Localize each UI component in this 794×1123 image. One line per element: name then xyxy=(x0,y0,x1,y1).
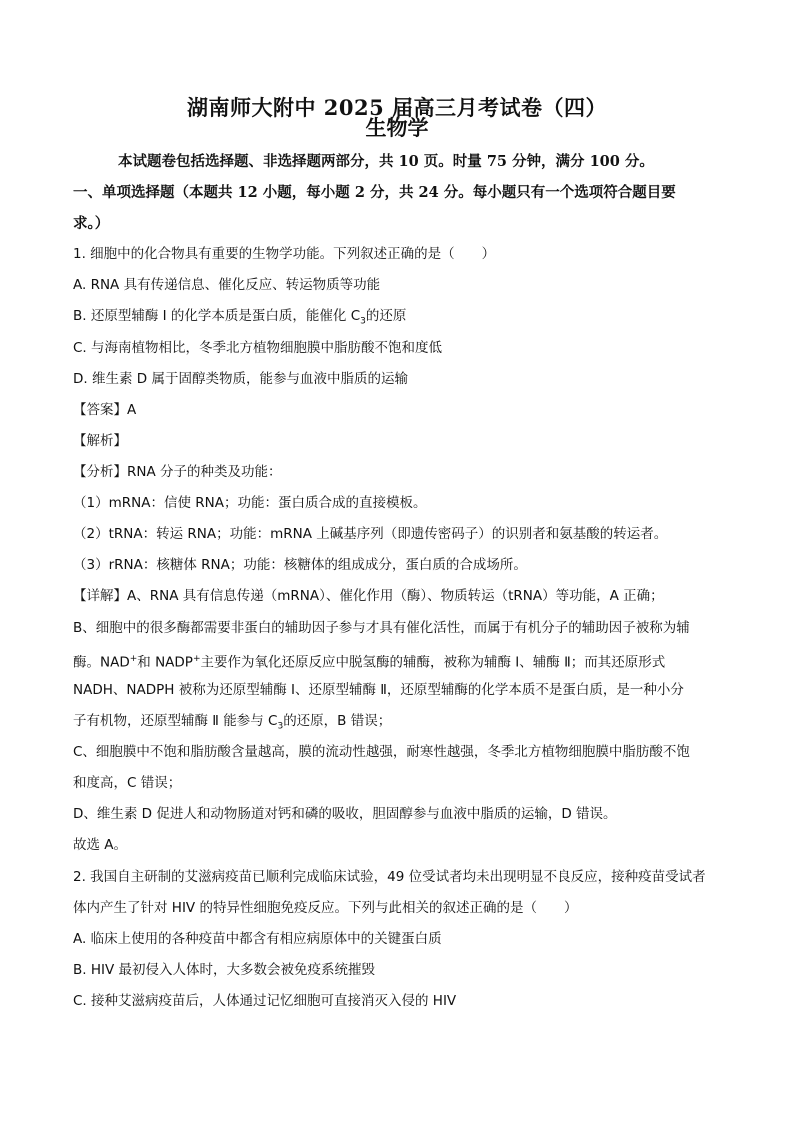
q1-fenxi-item1: （1）mRNA：信使 RNA；功能：蛋白质合成的直接模板。 xyxy=(73,495,427,511)
q1-detail-line3: 酶。NAD+和 NADP+主要作为氧化还原反应中脱氢酶的辅酶，被称为辅酶 Ⅰ、辅酶 Ⅱ；而其还原形式 xyxy=(73,654,666,671)
subject-title: 生物学 xyxy=(365,115,429,140)
q1-fenxi: 【分析】RNA 分子的种类及功能： xyxy=(73,464,282,480)
q1-option-d: D. 维生素 D 属于固醇类物质，能参与血液中脂质的运输 xyxy=(73,371,408,387)
q1-option-a: A. RNA 具有传递信息、催化反应、转运物质等功能 xyxy=(73,277,381,293)
q1-detail-line6: C、细胞膜中不饱和脂肪酸含量越高，膜的流动性越强，耐寒性越强，冬季北方植物细胞膜中脂肪酸不饱 xyxy=(73,744,690,760)
q1-stem: 1. 细胞中的化合物具有重要的生物学功能。下列叙述正确的是（ ） xyxy=(73,246,496,262)
q1-option-c: C. 与海南植物相比，冬季北方植物细胞膜中脂肪酸不饱和度低 xyxy=(73,340,443,356)
exam-intro: 本试题卷包括选择题、非选择题两部分，共 10 页。时量 75 分钟，满分 100 分。 xyxy=(118,153,654,170)
q1-detail-line1: 【详解】A、RNA 具有信息传递（mRNA）、催化作用（酶）、物质转运（tRNA）等功能，A 正确； xyxy=(73,588,664,604)
q1-fenxi-item2: （2）tRNA：转运 RNA；功能：mRNA 上碱基序列（即遗传密码子）的识别者和氨基酸的转运者。 xyxy=(73,526,668,542)
q1-answer: 【答案】A xyxy=(73,402,137,418)
page-title: 湖南师大附中 2025 届高三月考试卷（四） xyxy=(186,95,608,120)
q2-stem-line2: 体内产生了针对 HIV 的特异性细胞免疫反应。下列与此相关的叙述正确的是（ ） xyxy=(73,900,578,916)
q1-analysis-label: 【解析】 xyxy=(73,433,127,449)
section-heading-line1: 一、单项选择题（本题共 12 小题，每小题 2 分，共 24 分。每小题只有一个选项符合题目要 xyxy=(73,184,676,201)
q1-detail-line5: 子有机物，还原型辅酶 Ⅱ 能参与 $C_3$的还原，B 错误； xyxy=(73,713,392,732)
section-heading-line2: 求。） xyxy=(73,215,110,232)
q1-detail-line4: NADH、NADPH 被称为还原型辅酶 Ⅰ、还原型辅酶 Ⅱ，还原型辅酶的化学本质不是蛋白质，是一种小分 xyxy=(73,682,684,698)
q1-option-b: B. 还原型辅酶 I 的化学本质是蛋白质，能催化 $C_3$的还原 xyxy=(73,308,407,327)
q1-conclusion: 故选 A。 xyxy=(73,837,128,853)
q1-detail-line8: D、维生素 D 促进人和动物肠道对钙和磷的吸收，胆固醇参与血液中脂质的运输，D 错误。 xyxy=(73,806,617,822)
q1-fenxi-item3: （3）rRNA：核糖体 RNA；功能：核糖体的组成成分，蛋白质的合成场所。 xyxy=(73,557,527,573)
q1-detail-line2: B、细胞中的很多酶都需要非蛋白的辅助因子参与才具有催化活性，而属于有机分子的辅助因子被称为辅 xyxy=(73,620,690,636)
q2-option-b: B. HIV 最初侵入人体时，大多数会被免疫系统摧毁 xyxy=(73,962,376,978)
q2-option-c: C. 接种艾滋病疫苗后，人体通过记忆细胞可直接消灭入侵的 HIV xyxy=(73,993,457,1009)
q2-stem-line1: 2. 我国自主研制的艾滋病疫苗已顺利完成临床试验，49 位受试者均未出现明显不良反应，接种疫苗受试者 xyxy=(73,869,706,885)
q1-detail-line7: 和度高，C 错误； xyxy=(73,775,182,791)
q2-option-a: A. 临床上使用的各种疫苗中都含有相应病原体中的关键蛋白质 xyxy=(73,931,442,947)
